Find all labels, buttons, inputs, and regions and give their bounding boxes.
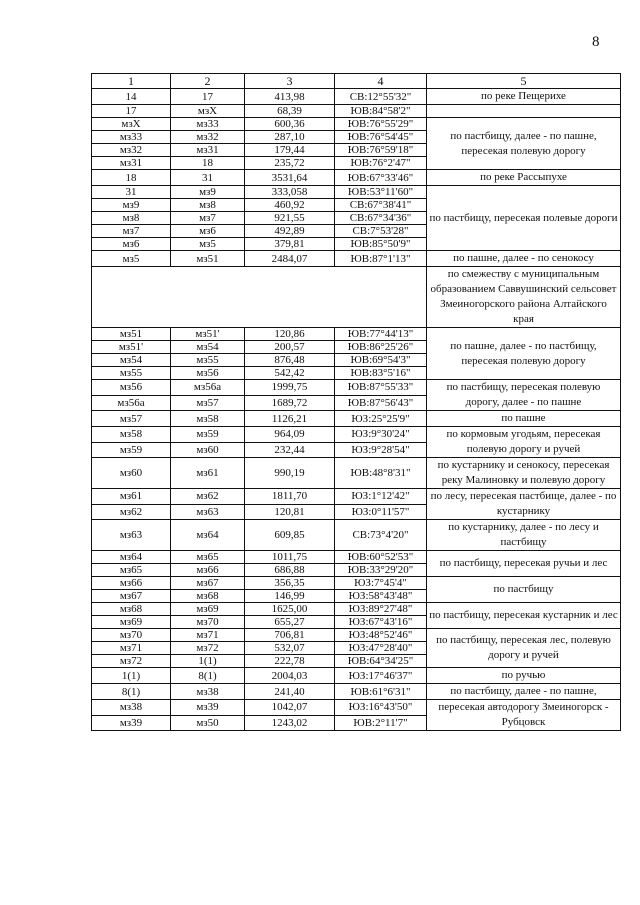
from-point-cell: мз51' (92, 341, 171, 354)
length-cell: 200,57 (245, 341, 335, 354)
to-point-cell: 8(1) (171, 668, 245, 684)
from-point-cell: 31 (92, 186, 171, 199)
length-cell: 609,85 (245, 520, 335, 551)
bearing-cell: ЮЗ:16°43'50" (335, 700, 427, 716)
bearing-cell: ЮЗ:25°25'9" (335, 411, 427, 427)
bearing-cell: ЮВ:87°55'33" (335, 380, 427, 396)
length-cell: 686,88 (245, 564, 335, 577)
table-row (92, 89, 621, 105)
from-point-cell: мз59 (92, 442, 171, 458)
to-point-cell: мз66 (171, 564, 245, 577)
to-point-cell: мз51' (171, 328, 245, 341)
from-point-cell: мз54 (92, 354, 171, 367)
from-point-cell: мзХ (92, 118, 171, 131)
table-row (92, 668, 621, 684)
to-point-cell: мз54 (171, 341, 245, 354)
description-cell: по пастбищу, пересекая полевые дороги (427, 186, 621, 251)
length-cell: 2004,03 (245, 668, 335, 684)
to-point-cell: мз67 (171, 577, 245, 590)
to-point-cell: мз63 (171, 504, 245, 520)
merged-empty-cell (92, 267, 427, 328)
table-row (92, 427, 621, 443)
table-row (92, 411, 621, 427)
length-cell: 120,81 (245, 504, 335, 520)
description-cell: по пастбищу, пересекая кустарник и лес (427, 603, 621, 629)
length-cell: 179,44 (245, 144, 335, 157)
description-cell: по пастбищу (427, 577, 621, 603)
length-cell: 1625,00 (245, 603, 335, 616)
from-point-cell: мз33 (92, 131, 171, 144)
length-cell: 492,89 (245, 225, 335, 238)
from-point-cell: 17 (92, 105, 171, 118)
bearing-cell: ЮЗ:17°46'37" (335, 668, 427, 684)
table-row (92, 577, 621, 590)
from-point-cell: мз55 (92, 367, 171, 380)
description-cell: по пашне, далее - по сенокосу (427, 251, 621, 267)
description-cell: по кормовым угодьям, пересекая полевую дорогу и ручей (427, 427, 621, 458)
from-point-cell: мз51 (92, 328, 171, 341)
to-point-cell: мз31 (171, 144, 245, 157)
to-point-cell: мз55 (171, 354, 245, 367)
description-cell: по пастбищу, пересекая лес, полевую дорогу и ручей (427, 629, 621, 668)
description-cell: по пастбищу, пересекая ручьи и лес (427, 551, 621, 577)
from-point-cell: мз38 (92, 700, 171, 716)
description-cell: по реке Пещерихе (427, 89, 621, 105)
column-header-3: 3 (245, 74, 335, 89)
from-point-cell: мз68 (92, 603, 171, 616)
length-cell: 1011,75 (245, 551, 335, 564)
length-cell: 1243,02 (245, 715, 335, 731)
from-point-cell: мз9 (92, 199, 171, 212)
bearing-cell: ЮЗ:9°28'54" (335, 442, 427, 458)
to-point-cell: 31 (171, 170, 245, 186)
to-point-cell: мз69 (171, 603, 245, 616)
description-cell: по кустарнику, далее - по лесу и пастбищу (427, 520, 621, 551)
bearing-cell: ЮЗ:7°45'4" (335, 577, 427, 590)
bearing-cell: ЮВ:85°50'9" (335, 238, 427, 251)
length-cell: 921,55 (245, 212, 335, 225)
table-row (92, 170, 621, 186)
bearing-cell: ЮВ:48°8'31" (335, 458, 427, 489)
length-cell: 1999,75 (245, 380, 335, 396)
bearing-cell: ЮВ:60°52'53" (335, 551, 427, 564)
to-point-cell: мз9 (171, 186, 245, 199)
description-cell (427, 105, 621, 118)
to-point-cell: мз6 (171, 225, 245, 238)
table-row (92, 489, 621, 505)
description-cell: по лесу, пересекая пастбище, далее - по кустарнику (427, 489, 621, 520)
from-point-cell: мз8 (92, 212, 171, 225)
to-point-cell: мз70 (171, 616, 245, 629)
to-point-cell: мз51 (171, 251, 245, 267)
bearing-cell: ЮВ:84°58'2" (335, 105, 427, 118)
length-cell: 532,07 (245, 642, 335, 655)
bearing-cell: ЮЗ:58°43'48" (335, 590, 427, 603)
table-row (92, 380, 621, 396)
bearing-cell: ЮВ:76°54'45" (335, 131, 427, 144)
length-cell: 542,42 (245, 367, 335, 380)
length-cell: 600,36 (245, 118, 335, 131)
to-point-cell: мз8 (171, 199, 245, 212)
bearing-cell: ЮВ:61°6'31" (335, 684, 427, 700)
length-cell: 241,40 (245, 684, 335, 700)
description-cell: по реке Рассыпухе (427, 170, 621, 186)
from-point-cell: мз5 (92, 251, 171, 267)
length-cell: 68,39 (245, 105, 335, 118)
description-cell: по пашне, далее - по пастбищу, пересекая полевую дорогу (427, 328, 621, 380)
bearing-cell: ЮЗ:89°27'48" (335, 603, 427, 616)
from-point-cell: мз60 (92, 458, 171, 489)
table-row (92, 267, 621, 328)
bearing-cell: ЮЗ:9°30'24" (335, 427, 427, 443)
length-cell: 990,19 (245, 458, 335, 489)
table-row (92, 603, 621, 616)
bearing-cell: ЮВ:53°11'60" (335, 186, 427, 199)
length-cell: 460,92 (245, 199, 335, 212)
to-point-cell: мз39 (171, 700, 245, 716)
bearing-cell: ЮВ:67°33'46" (335, 170, 427, 186)
to-point-cell: мз38 (171, 684, 245, 700)
length-cell: 413,98 (245, 89, 335, 105)
bearing-cell: ЮВ:76°2'47" (335, 157, 427, 170)
to-point-cell: 1(1) (171, 655, 245, 668)
length-cell: 655,27 (245, 616, 335, 629)
to-point-cell: мзХ (171, 105, 245, 118)
to-point-cell: мз60 (171, 442, 245, 458)
length-cell: 1811,70 (245, 489, 335, 505)
to-point-cell: 17 (171, 89, 245, 105)
table-row (92, 186, 621, 199)
bearing-cell: ЮВ:33°29'20" (335, 564, 427, 577)
column-header-5: 5 (427, 74, 621, 89)
table-row (92, 458, 621, 489)
bearing-cell: ЮЗ:67°43'16" (335, 616, 427, 629)
from-point-cell: мз72 (92, 655, 171, 668)
from-point-cell: мз32 (92, 144, 171, 157)
length-cell: 235,72 (245, 157, 335, 170)
description-cell: по пастбищу, пересекая полевую дорогу, далее - по пашне (427, 380, 621, 411)
bearing-cell: СВ:7°53'28" (335, 225, 427, 238)
length-cell: 2484,07 (245, 251, 335, 267)
length-cell: 333,058 (245, 186, 335, 199)
bearing-cell: ЮВ:87°56'43" (335, 395, 427, 411)
column-header-1: 1 (92, 74, 171, 89)
description-cell: по ручью (427, 668, 621, 684)
bearing-cell: ЮВ:77°44'13" (335, 328, 427, 341)
length-cell: 232,44 (245, 442, 335, 458)
to-point-cell: мз61 (171, 458, 245, 489)
bearing-cell: СВ:73°4'20" (335, 520, 427, 551)
table-row (92, 700, 621, 716)
to-point-cell: мз58 (171, 411, 245, 427)
length-cell: 1042,07 (245, 700, 335, 716)
from-point-cell: мз71 (92, 642, 171, 655)
column-header-2: 2 (171, 74, 245, 89)
bearing-cell: СВ:67°34'36" (335, 212, 427, 225)
from-point-cell: мз62 (92, 504, 171, 520)
from-point-cell: мз6 (92, 238, 171, 251)
table-row (92, 251, 621, 267)
table-row (92, 105, 621, 118)
from-point-cell: мз56а (92, 395, 171, 411)
length-cell: 1689,72 (245, 395, 335, 411)
length-cell: 876,48 (245, 354, 335, 367)
from-point-cell: мз66 (92, 577, 171, 590)
description-cell: по пастбищу, далее - по пашне, пересекая полевую дорогу (427, 118, 621, 170)
description-cell: по пашне (427, 411, 621, 427)
from-point-cell: мз57 (92, 411, 171, 427)
bearing-cell: ЮВ:69°54'3" (335, 354, 427, 367)
from-point-cell: мз70 (92, 629, 171, 642)
length-cell: 146,99 (245, 590, 335, 603)
bearing-cell: ЮВ:2°11'7" (335, 715, 427, 731)
length-cell: 356,35 (245, 577, 335, 590)
bearing-cell: ЮВ:64°34'25" (335, 655, 427, 668)
to-point-cell: мз7 (171, 212, 245, 225)
bearing-cell: ЮВ:87°1'13" (335, 251, 427, 267)
to-point-cell: 18 (171, 157, 245, 170)
description-cell: по пастбищу, далее - по пашне, (427, 684, 621, 700)
table-row (92, 629, 621, 642)
to-point-cell: мз5 (171, 238, 245, 251)
description-cell: по кустарнику и сенокосу, пересекая реку Малиновку и полевую дорогу (427, 458, 621, 489)
to-point-cell: мз57 (171, 395, 245, 411)
bearing-cell: ЮВ:83°5'16" (335, 367, 427, 380)
to-point-cell: мз59 (171, 427, 245, 443)
to-point-cell: мз50 (171, 715, 245, 731)
length-cell: 120,86 (245, 328, 335, 341)
from-point-cell: мз31 (92, 157, 171, 170)
bearing-cell: СВ:67°38'41" (335, 199, 427, 212)
from-point-cell: мз58 (92, 427, 171, 443)
table-row (92, 551, 621, 564)
boundary-table (91, 73, 621, 731)
to-point-cell: мз33 (171, 118, 245, 131)
length-cell: 287,10 (245, 131, 335, 144)
to-point-cell: мз68 (171, 590, 245, 603)
length-cell: 964,09 (245, 427, 335, 443)
from-point-cell: 8(1) (92, 684, 171, 700)
from-point-cell: мз61 (92, 489, 171, 505)
length-cell: 706,81 (245, 629, 335, 642)
from-point-cell: мз69 (92, 616, 171, 629)
to-point-cell: мз64 (171, 520, 245, 551)
to-point-cell: мз71 (171, 629, 245, 642)
table-row (92, 118, 621, 131)
to-point-cell: мз56 (171, 367, 245, 380)
from-point-cell: мз56 (92, 380, 171, 396)
table-row (92, 328, 621, 341)
to-point-cell: мз65 (171, 551, 245, 564)
length-cell: 222,78 (245, 655, 335, 668)
to-point-cell: мз62 (171, 489, 245, 505)
length-cell: 3531,64 (245, 170, 335, 186)
to-point-cell: мз56а (171, 380, 245, 396)
description-cell: пересекая автодорогу Змеиногорск - Рубцовск (427, 700, 621, 731)
bearing-cell: ЮЗ:48°52'46" (335, 629, 427, 642)
bearing-cell: СВ:12°55'32" (335, 89, 427, 105)
bearing-cell: ЮВ:86°25'26" (335, 341, 427, 354)
bearing-cell: ЮВ:76°55'29" (335, 118, 427, 131)
bearing-cell: ЮЗ:0°11'57" (335, 504, 427, 520)
description-cell: по смежеству с муниципальным образованием Саввушинский сельсовет Змеиногорского района Алтайского края (427, 267, 621, 328)
header-row (92, 74, 621, 89)
table-row (92, 684, 621, 700)
to-point-cell: мз32 (171, 131, 245, 144)
from-point-cell: мз67 (92, 590, 171, 603)
column-header-4: 4 (335, 74, 427, 89)
length-cell: 1126,21 (245, 411, 335, 427)
from-point-cell: мз65 (92, 564, 171, 577)
page-number: 8 (592, 34, 600, 50)
to-point-cell: мз72 (171, 642, 245, 655)
from-point-cell: мз64 (92, 551, 171, 564)
length-cell: 379,81 (245, 238, 335, 251)
from-point-cell: мз39 (92, 715, 171, 731)
from-point-cell: 18 (92, 170, 171, 186)
bearing-cell: ЮЗ:1°12'42" (335, 489, 427, 505)
from-point-cell: мз63 (92, 520, 171, 551)
from-point-cell: мз7 (92, 225, 171, 238)
bearing-cell: ЮВ:76°59'18" (335, 144, 427, 157)
from-point-cell: 1(1) (92, 668, 171, 684)
table-row (92, 520, 621, 551)
from-point-cell: 14 (92, 89, 171, 105)
bearing-cell: ЮЗ:47°28'40" (335, 642, 427, 655)
